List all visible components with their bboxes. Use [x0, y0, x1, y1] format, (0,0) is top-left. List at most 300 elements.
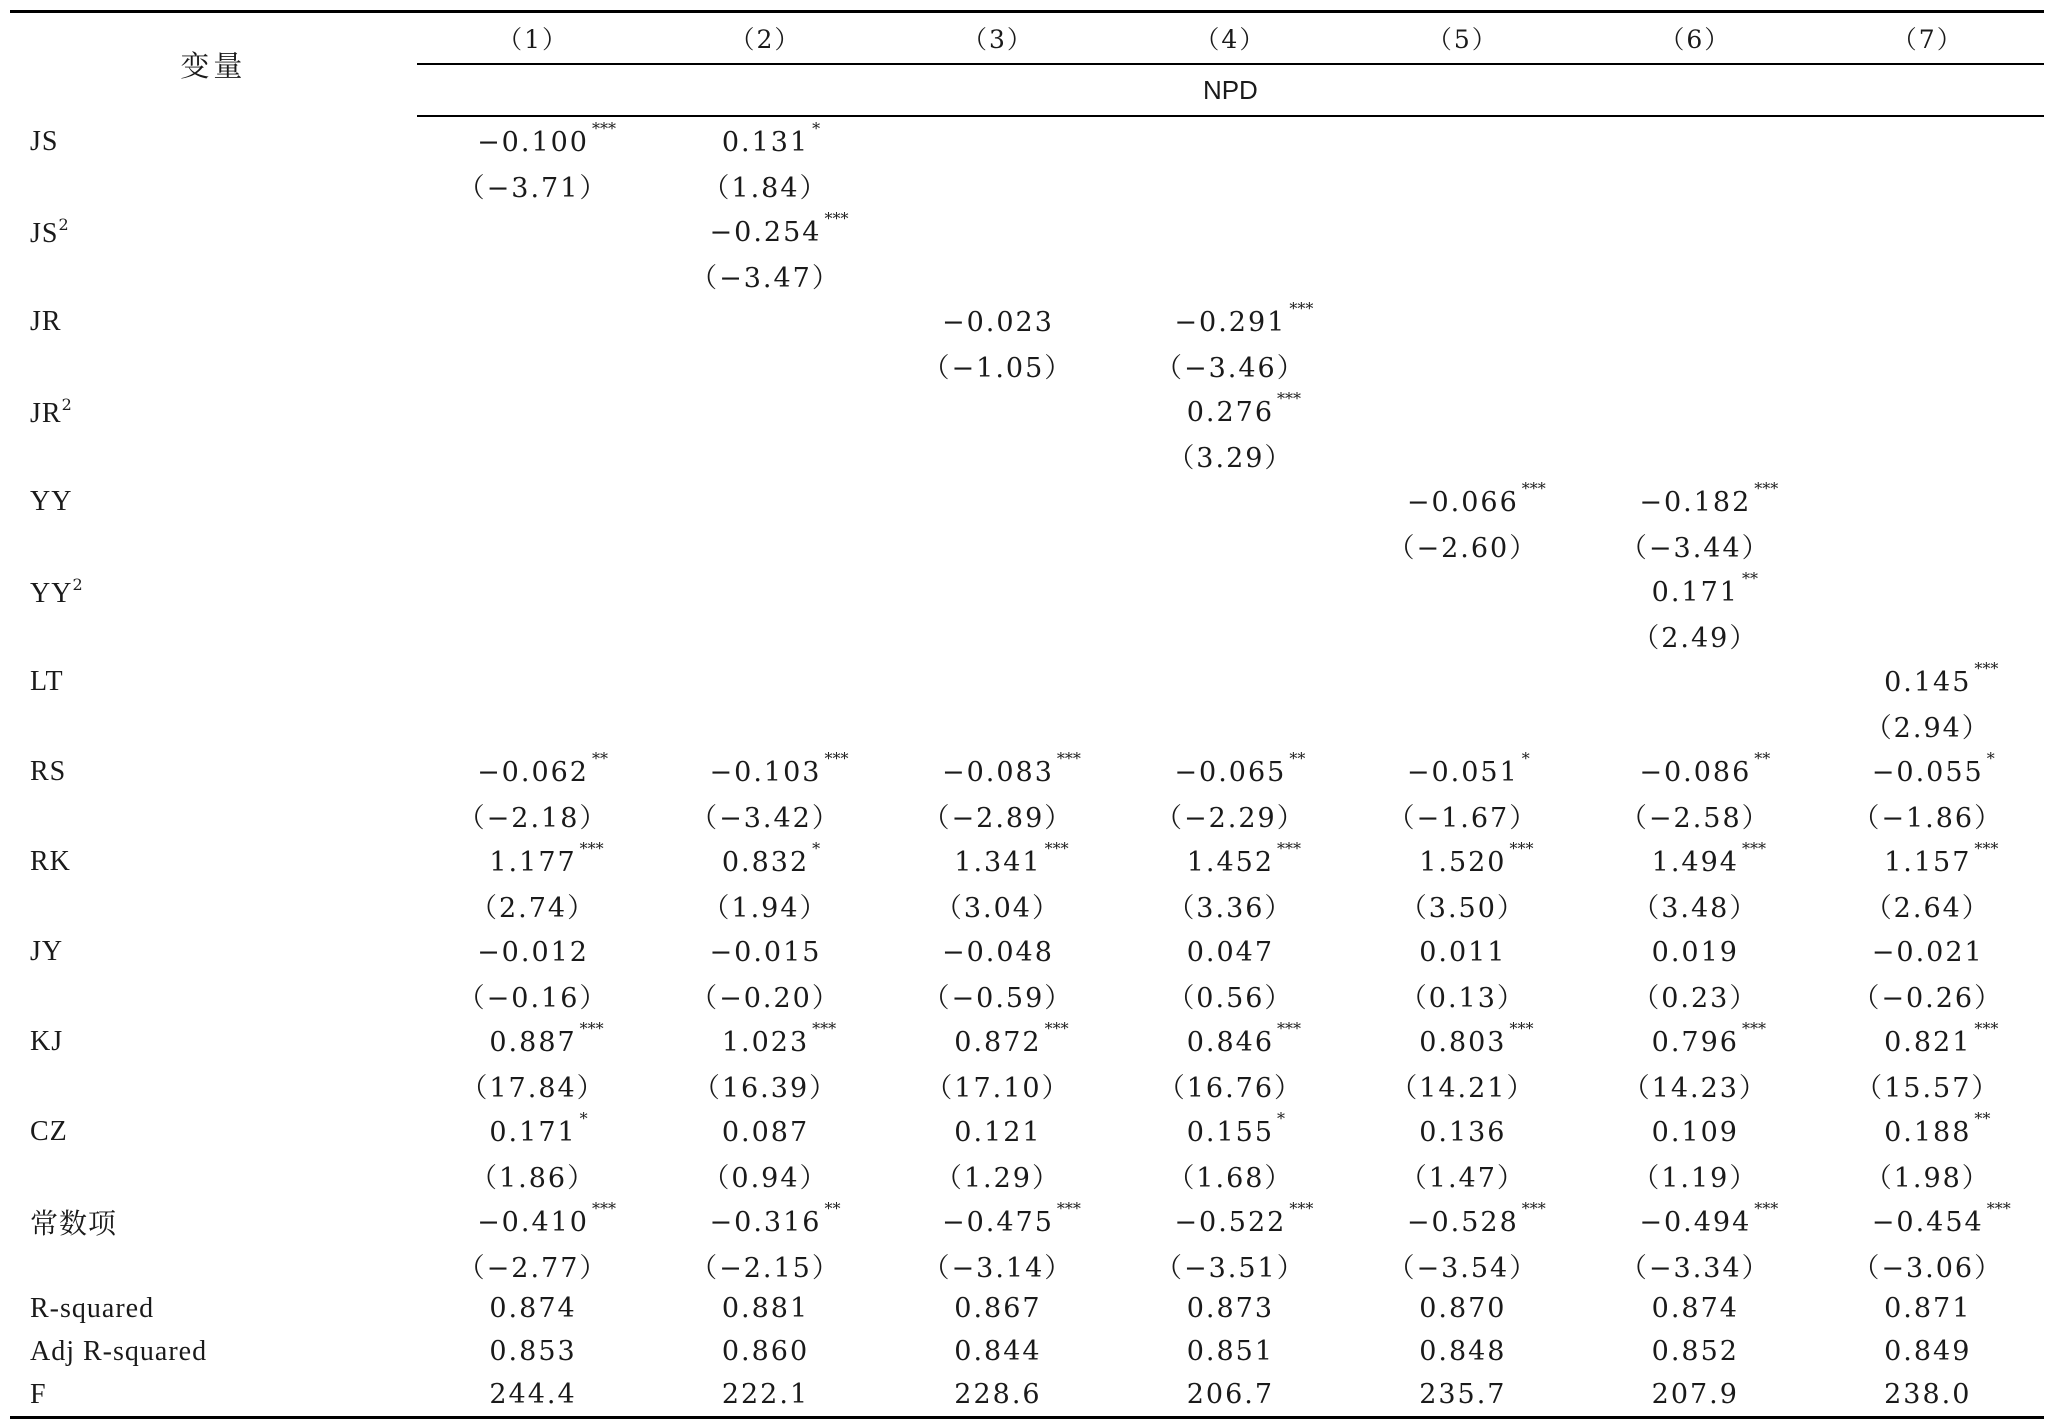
significance-stars: ***: [579, 838, 604, 858]
t-statistic-value: （−1.05）: [922, 352, 1074, 384]
coefficient-value: 0.188: [1884, 1116, 1972, 1148]
statistic-value: 0.874: [489, 1293, 577, 1324]
t-statistic-value: （16.76）: [1157, 1072, 1304, 1104]
significance-stars: ***: [591, 1198, 616, 1218]
blank-cell: [10, 253, 417, 297]
coefficient-cell: [649, 837, 881, 883]
coefficient-row: [10, 747, 2044, 793]
coefficient-cell: [1347, 477, 1579, 523]
coefficient-value: 0.019: [1651, 936, 1739, 968]
coefficient-value-group: [954, 1018, 1069, 1058]
coefficient-cell: [1812, 477, 2044, 523]
coefficient-value: −0.062: [477, 756, 589, 788]
coefficient-cell: [1579, 1017, 1811, 1063]
coefficient-value-group: [941, 1198, 1081, 1238]
t-statistic-cell: [1579, 973, 1811, 1017]
coefficient-cell: [649, 657, 881, 703]
variable-name: YY: [30, 577, 73, 609]
coefficient-cell: [1579, 657, 1811, 703]
t-statistic-cell: [1812, 433, 2044, 477]
t-statistic-value: （1.68）: [1167, 1162, 1294, 1194]
blank-cell: [10, 163, 417, 207]
variable-label: [10, 567, 417, 613]
t-statistic-value: （−3.06）: [1852, 1252, 2004, 1284]
significance-stars: *: [1277, 1108, 1286, 1128]
coefficient-cell: [417, 477, 649, 523]
coefficient-cell: [417, 1107, 649, 1153]
coefficient-value: −0.048: [941, 936, 1054, 968]
t-statistic-cell: [417, 883, 649, 927]
blank-cell: [10, 1243, 417, 1287]
significance-stars: ***: [1509, 1018, 1534, 1038]
statistic-value: 0.867: [954, 1293, 1042, 1324]
variable-label: [10, 297, 417, 343]
t-statistic-value: （−0.16）: [457, 982, 609, 1014]
blank-cell: [10, 613, 417, 657]
coefficient-row: [10, 657, 2044, 703]
blank-cell: [10, 1153, 417, 1197]
variable-name: JR: [30, 306, 62, 337]
coefficient-value: 0.803: [1419, 1026, 1507, 1058]
statistic-value: 238.0: [1884, 1379, 1972, 1410]
t-statistic-cell: [1347, 703, 1579, 747]
significance-stars: ***: [579, 1018, 604, 1038]
t-statistic-row: [10, 433, 2044, 477]
coefficient-cell: [882, 207, 1114, 253]
coefficient-cell: [417, 837, 649, 883]
coefficient-value: −0.410: [477, 1206, 589, 1238]
blank-cell: [10, 1063, 417, 1107]
significance-stars: ***: [1974, 838, 1999, 858]
t-statistic-cell: [1347, 793, 1579, 837]
coefficient-value-group: [941, 748, 1081, 788]
coefficient-value: 0.276: [1186, 396, 1275, 428]
coefficient-row: [10, 477, 2044, 523]
t-statistic-cell: [1812, 163, 2044, 207]
statistic-value: 0.871: [1884, 1293, 1972, 1324]
coefficient-cell: [1579, 297, 1811, 343]
coefficient-value: 0.872: [954, 1026, 1042, 1058]
coefficient-value: −0.015: [709, 936, 822, 968]
coefficient-cell: [1579, 1197, 1811, 1243]
coefficient-cell: [1347, 927, 1579, 973]
coefficient-cell: [1114, 297, 1346, 343]
regression-table: [10, 10, 2044, 1419]
t-statistic-cell: [649, 973, 881, 1017]
significance-stars: *: [812, 838, 821, 858]
coefficient-value: 0.796: [1651, 1026, 1739, 1058]
t-statistic-cell: [882, 163, 1114, 207]
coefficient-value: −0.182: [1639, 486, 1752, 518]
t-statistic-cell: [417, 613, 649, 657]
variable-label: [10, 927, 417, 973]
significance-stars: **: [591, 748, 608, 768]
variable-superscript: 2: [58, 214, 69, 234]
t-statistic-row: [10, 343, 2044, 387]
t-statistic-value: （3.48）: [1632, 892, 1759, 924]
coefficient-value-group: [1871, 748, 1995, 788]
t-statistic-cell: [1812, 1243, 2044, 1287]
coefficient-value-group: [1186, 388, 1302, 428]
coefficient-cell: [1579, 837, 1811, 883]
t-statistic-value: （1.98）: [1864, 1162, 1991, 1194]
statistic-value: 0.853: [489, 1336, 577, 1367]
coefficient-cell: [649, 477, 881, 523]
coefficient-value-group: [1652, 937, 1739, 968]
coefficient-value: 1.177: [489, 846, 577, 878]
t-statistic-cell: [649, 793, 881, 837]
coefficient-row: [10, 207, 2044, 253]
t-statistic-value: （−3.42）: [690, 802, 841, 834]
t-statistic-cell: [1114, 523, 1346, 567]
coefficient-value-group: [1419, 1018, 1534, 1058]
coefficient-value-group: [477, 118, 616, 158]
variable-name: RS: [30, 756, 67, 787]
blank-cell: [10, 793, 417, 837]
significance-stars: ***: [591, 118, 616, 138]
t-statistic-value: （−3.54）: [1387, 1252, 1539, 1284]
t-statistic-cell: [649, 523, 881, 567]
t-statistic-cell: [882, 523, 1114, 567]
t-statistic-cell: [1812, 973, 2044, 1017]
coefficient-cell: [1114, 116, 1346, 163]
coefficient-cell: [1812, 1197, 2044, 1243]
coefficient-cell: [649, 387, 881, 433]
statistic-row: [10, 1287, 2044, 1330]
t-statistic-cell: [1812, 883, 2044, 927]
t-statistic-cell: [882, 793, 1114, 837]
variable-label: [10, 1017, 417, 1063]
coefficient-value: 0.136: [1419, 1116, 1507, 1148]
coefficient-value-group: [477, 748, 608, 788]
t-statistic-value: （3.50）: [1399, 892, 1526, 924]
statistic-value: 207.9: [1651, 1379, 1739, 1410]
t-statistic-value: （1.19）: [1632, 1162, 1759, 1194]
significance-stars: **: [1974, 1108, 1991, 1128]
significance-stars: ***: [1277, 388, 1302, 408]
coefficient-cell: [1347, 387, 1579, 433]
significance-stars: **: [824, 1198, 841, 1218]
coefficient-cell: [882, 567, 1114, 613]
coefficient-value-group: [1187, 937, 1274, 968]
coefficient-value-group: [1872, 937, 1984, 968]
t-statistic-cell: [1812, 523, 2044, 567]
coefficient-cell: [417, 657, 649, 703]
blank-cell: [10, 343, 417, 387]
t-statistic-value: （0.13）: [1399, 982, 1526, 1014]
t-statistic-cell: [1812, 343, 2044, 387]
variable-label: [10, 387, 417, 433]
coefficient-row: [10, 116, 2044, 163]
t-statistic-value: （−0.59）: [922, 982, 1074, 1014]
coefficient-cell: [1579, 1107, 1811, 1153]
blank-cell: [10, 883, 417, 927]
variable-name: JS: [30, 125, 59, 157]
statistic-cell: [417, 1330, 649, 1373]
variable-name: JY: [30, 936, 64, 967]
coefficient-cell: [649, 747, 881, 793]
t-statistic-cell: [417, 433, 649, 477]
coefficient-cell: [1579, 387, 1811, 433]
coefficient-cell: [1114, 1197, 1346, 1243]
coefficient-cell: [882, 116, 1114, 163]
coefficient-value: 0.087: [721, 1116, 810, 1148]
coefficient-value-group: [954, 1117, 1041, 1148]
coefficient-value-group: [489, 838, 604, 878]
coefficient-value-group: [1419, 937, 1506, 968]
coefficient-value-group: [1884, 658, 1999, 698]
t-statistic-value: （17.10）: [925, 1072, 1071, 1104]
t-statistic-cell: [1579, 433, 1811, 477]
t-statistic-cell: [1347, 973, 1579, 1017]
statistic-value: 0.874: [1651, 1293, 1739, 1324]
coefficient-cell: [1579, 747, 1811, 793]
significance-stars: ***: [1056, 1198, 1081, 1218]
significance-stars: ***: [1974, 658, 1999, 678]
statistic-value: 206.7: [1186, 1379, 1275, 1410]
coefficient-value-group: [1174, 298, 1314, 338]
coefficient-value: 0.145: [1884, 666, 1972, 698]
variable-name: CZ: [30, 1116, 68, 1147]
variable-superscript: 2: [72, 574, 83, 594]
coefficient-row: [10, 567, 2044, 613]
t-statistic-value: （3.04）: [934, 892, 1061, 924]
blank-cell: [10, 433, 417, 477]
t-statistic-cell: [1347, 883, 1579, 927]
coefficient-row: [10, 1107, 2044, 1153]
variable-name: YY: [30, 486, 73, 517]
statistic-value: 0.873: [1186, 1293, 1275, 1324]
coefficient-cell: [417, 116, 649, 163]
coefficient-cell: [417, 1017, 649, 1063]
statistic-cell: [882, 1330, 1114, 1373]
coefficient-value-group: [489, 1108, 588, 1148]
coefficient-cell: [1114, 477, 1346, 523]
coefficient-cell: [1347, 1107, 1579, 1153]
t-statistic-cell: [1579, 883, 1811, 927]
column-number: （2）: [649, 12, 881, 65]
statistic-label: F: [10, 1373, 417, 1418]
t-statistic-value: （3.36）: [1167, 892, 1294, 924]
coefficient-value-group: [1871, 1198, 2011, 1238]
t-statistic-value: （−3.14）: [922, 1252, 1074, 1284]
coefficient-cell: [417, 207, 649, 253]
significance-stars: ***: [1974, 1018, 1999, 1038]
t-statistic-value: （2.64）: [1864, 892, 1991, 924]
t-statistic-cell: [882, 973, 1114, 1017]
significance-stars: **: [1754, 748, 1771, 768]
statistic-cell: [1347, 1373, 1579, 1418]
coefficient-row: [10, 297, 2044, 343]
t-statistic-cell: [1114, 163, 1346, 207]
coefficient-cell: [1347, 837, 1579, 883]
coefficient-value-group: [942, 937, 1054, 968]
t-statistic-cell: [882, 343, 1114, 387]
t-statistic-cell: [417, 973, 649, 1017]
coefficient-value-group: [1639, 748, 1771, 788]
coefficient-cell: [882, 837, 1114, 883]
coefficient-value: −0.100: [477, 126, 589, 158]
t-statistic-cell: [649, 343, 881, 387]
significance-stars: ***: [1521, 478, 1546, 498]
t-statistic-cell: [882, 613, 1114, 657]
t-statistic-cell: [1114, 1153, 1346, 1197]
coefficient-cell: [649, 1107, 881, 1153]
coefficient-cell: [1812, 207, 2044, 253]
coefficient-value-group: [1174, 748, 1306, 788]
statistic-cell: [649, 1373, 881, 1418]
coefficient-value-group: [1419, 1117, 1506, 1148]
t-statistic-cell: [417, 793, 649, 837]
coefficient-cell: [1114, 567, 1346, 613]
t-statistic-cell: [1114, 1063, 1346, 1107]
coefficient-value: 1.341: [954, 846, 1042, 878]
coefficient-cell: [417, 747, 649, 793]
statistic-cell: [1114, 1373, 1346, 1418]
statistic-value: 0.852: [1651, 1336, 1739, 1367]
statistic-value: 244.4: [489, 1379, 577, 1410]
t-statistic-cell: [1114, 703, 1346, 747]
coefficient-cell: [417, 1197, 649, 1243]
t-statistic-cell: [1347, 523, 1579, 567]
coefficient-cell: [1812, 1107, 2044, 1153]
t-statistic-value: （0.94）: [702, 1162, 829, 1194]
t-statistic-value: （3.29）: [1167, 442, 1294, 474]
coefficient-cell: [417, 387, 649, 433]
t-statistic-cell: [1347, 1063, 1579, 1107]
t-statistic-row: [10, 523, 2044, 567]
coefficient-value-group: [477, 1198, 616, 1238]
t-statistic-cell: [417, 1153, 649, 1197]
blank-cell: [10, 973, 417, 1017]
coefficient-value-group: [1639, 478, 1779, 518]
coefficient-value: −0.494: [1639, 1206, 1752, 1238]
coefficient-cell: [1114, 1017, 1346, 1063]
variable-label: [10, 477, 417, 523]
variable-label: [10, 1197, 417, 1243]
t-statistic-row: [10, 793, 2044, 837]
coefficient-value-group: [722, 1117, 809, 1148]
t-statistic-value: （14.21）: [1390, 1072, 1536, 1104]
coefficient-value: −0.066: [1406, 486, 1519, 518]
coefficient-cell: [1347, 567, 1579, 613]
coefficient-value-group: [1651, 568, 1758, 608]
coefficient-cell: [1114, 927, 1346, 973]
t-statistic-cell: [882, 433, 1114, 477]
t-statistic-value: （−2.89）: [922, 802, 1074, 834]
variable-label: [10, 747, 417, 793]
significance-stars: ***: [1986, 1198, 2011, 1218]
coefficient-cell: [882, 477, 1114, 523]
statistic-cell: [1812, 1287, 2044, 1330]
coefficient-cell: [882, 1197, 1114, 1243]
coefficient-value-group: [942, 307, 1054, 338]
column-number: （6）: [1579, 12, 1811, 65]
t-statistic-row: [10, 253, 2044, 297]
coefficient-value-group: [1186, 1108, 1286, 1148]
coefficient-cell: [882, 657, 1114, 703]
statistic-cell: [1579, 1373, 1811, 1418]
column-number: （5）: [1347, 12, 1579, 65]
statistic-value: 0.870: [1419, 1293, 1507, 1324]
coefficient-value-group: [1639, 1198, 1779, 1238]
t-statistic-cell: [1579, 1243, 1811, 1287]
variable-label: [10, 1107, 417, 1153]
t-statistic-value: （−2.58）: [1619, 802, 1771, 834]
coefficient-value-group: [721, 1018, 837, 1058]
coefficient-cell: [1347, 1017, 1579, 1063]
coefficient-cell: [1347, 207, 1579, 253]
coefficient-value: 0.109: [1651, 1116, 1739, 1148]
t-statistic-cell: [1347, 343, 1579, 387]
t-statistic-cell: [417, 1063, 649, 1107]
coefficient-cell: [1812, 567, 2044, 613]
t-statistic-value: （−2.77）: [457, 1252, 609, 1284]
t-statistic-cell: [417, 703, 649, 747]
coefficient-value-group: [1652, 1117, 1739, 1148]
t-statistic-cell: [882, 703, 1114, 747]
coefficient-value-group: [1186, 1018, 1302, 1058]
significance-stars: ***: [1741, 838, 1766, 858]
t-statistic-value: （16.39）: [692, 1072, 839, 1104]
coefficient-cell: [1812, 927, 2044, 973]
statistic-cell: [1114, 1287, 1346, 1330]
t-statistic-cell: [1579, 613, 1811, 657]
coefficient-cell: [882, 927, 1114, 973]
coefficient-value: 0.121: [954, 1116, 1042, 1148]
variable-label: [10, 207, 417, 253]
coefficient-cell: [1114, 1107, 1346, 1153]
statistic-label: R-squared: [30, 1292, 155, 1324]
t-statistic-value: （−1.67）: [1387, 802, 1539, 834]
coefficient-value-group: [1419, 838, 1534, 878]
significance-stars: ***: [1289, 1198, 1314, 1218]
t-statistic-cell: [1812, 1153, 2044, 1197]
t-statistic-cell: [417, 343, 649, 387]
coefficient-cell: [1579, 927, 1811, 973]
coefficient-cell: [1347, 297, 1579, 343]
coefficient-value-group: [709, 1198, 841, 1238]
variable-superscript: 2: [61, 394, 72, 414]
coefficient-row: [10, 1197, 2044, 1243]
coefficient-cell: [649, 116, 881, 163]
significance-stars: *: [1986, 748, 1995, 768]
t-statistic-cell: [649, 1063, 881, 1107]
coefficient-cell: [649, 927, 881, 973]
coefficient-cell: [1579, 567, 1811, 613]
coefficient-value: 0.155: [1186, 1116, 1275, 1148]
coefficient-value: −0.522: [1174, 1206, 1287, 1238]
t-statistic-cell: [1347, 253, 1579, 297]
regression-table-container: [10, 10, 2044, 1419]
statistic-cell: [1579, 1330, 1811, 1373]
coefficient-value: −0.051: [1406, 756, 1519, 788]
variable-name: JS: [30, 217, 59, 249]
coefficient-value: −0.528: [1406, 1206, 1519, 1238]
coefficient-value: 1.452: [1186, 846, 1275, 878]
coefficient-cell: [417, 297, 649, 343]
variable-name: 常数项: [30, 1209, 118, 1240]
statistic-cell: [1812, 1373, 2044, 1418]
coefficient-value: −0.454: [1871, 1206, 1984, 1238]
coefficient-value-group: [1406, 748, 1530, 788]
t-statistic-cell: [649, 883, 881, 927]
t-statistic-value: （14.23）: [1622, 1072, 1768, 1104]
t-statistic-value: （−1.86）: [1852, 802, 2004, 834]
coefficient-cell: [1114, 207, 1346, 253]
coefficient-value: 0.011: [1419, 936, 1507, 968]
coefficient-cell: [1812, 387, 2044, 433]
